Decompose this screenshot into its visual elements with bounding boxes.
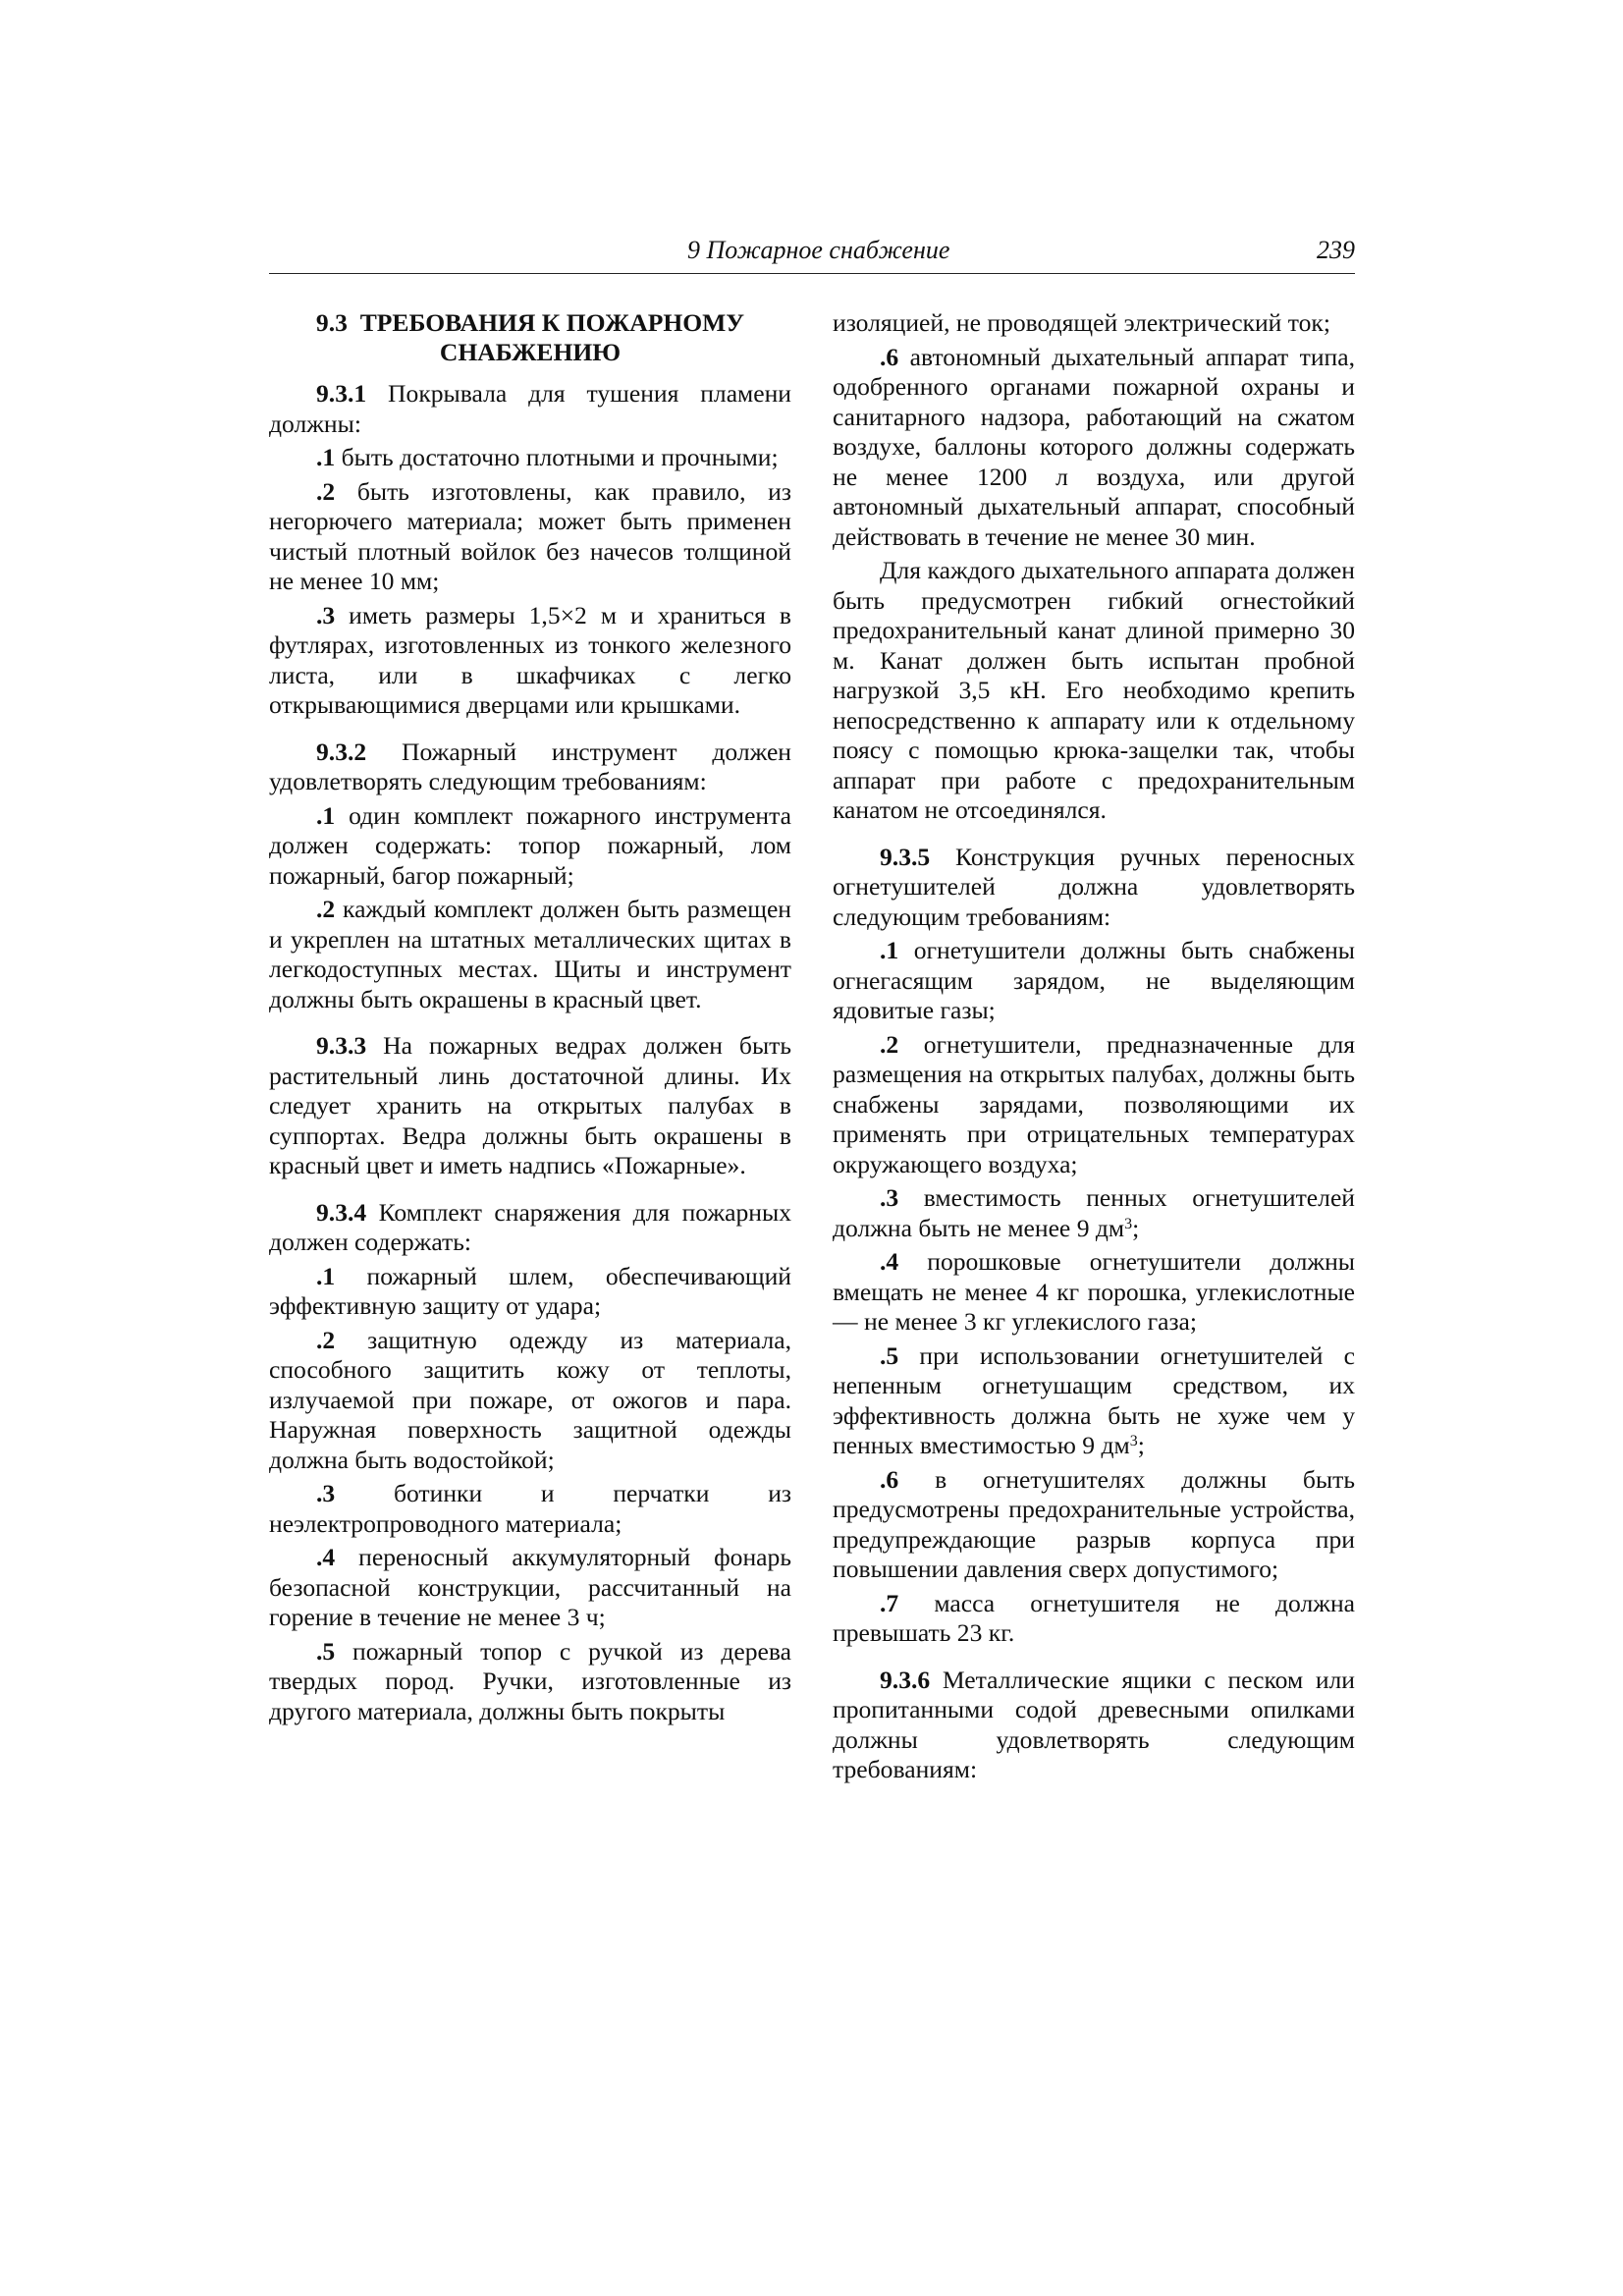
list-item: .2 быть изготовлены, как правило, из негорючего материала; может быть применен чистый плотный войлок без начесов толщиной не менее 10 мм; [269, 476, 791, 595]
left-column [269, 308, 791, 1730]
list-item: .6 в огнетушителях должны быть предусмотрены предохранительные устройства, предупреждающие разрыв корпуса при повышении давления сверх допустимого; [833, 1464, 1355, 1583]
running-header [269, 236, 1355, 274]
right-column [833, 308, 1355, 1789]
list-item: .2 защитную одежду из материала, способного защитить кожу от теплоты, излучаемой при пожаре, от ожогов и пара. Наружная поверхность защитной одежды должна быть водостойкой; [269, 1325, 791, 1474]
chapter-title: 9 Пожарное снабжение [687, 236, 950, 264]
clause-9-3-6: 9.3.6 Металлические ящики с песком или пропитанными содой древесными опилками должны удовлетворять следующим требованиям: [833, 1665, 1355, 1783]
list-item: .6 автономный дыхательный аппарат типа, одобренного органами пожарной охраны и санитарного надзора, работающий на сжатом воздухе, баллоны которого должны содержать не менее 1200 л воздуха, или другой автономный дыхательный аппарат, способный действовать в течение не менее 30 мин. [833, 342, 1355, 551]
list-item: .4 переносный аккумуляторный фонарь безопасной конструкции, рассчитанный на горение в течение не менее 3 ч; [269, 1543, 791, 1631]
list-item: .1 один комплект пожарного инструмента должен содержать: топор пожарный, лом пожарный, багор пожарный; [269, 800, 791, 890]
list-item: .3 ботинки и перчатки из неэлектропроводного материала; [269, 1479, 791, 1538]
section-heading-line2: СНАБЖЕНИЮ [439, 338, 622, 366]
clause-9-3-2: 9.3.2 Пожарный инструмент должен удовлетворять следующим требованиям: [269, 737, 791, 795]
clause-9-3-4: 9.3.4 Комплект снаряжения для пожарных должен содержать: [269, 1197, 791, 1256]
list-item: .3 иметь размеры 1,5×2 м и храниться в футлярах, изготовленных из тонкого железного листа, или в шкафчиках с легко открывающимися дверцами или крышками. [269, 600, 791, 719]
rope-paragraph: Для каждого дыхательного аппарата должен быть предусмотрен гибкий огнестойкий предохранительный канат длиной примерно 30 м. Канат должен быть испытан пробной нагрузкой 3,5 кН. Его необходимо крепить непосредственно к аппарату или к отдельному поясу с помощью крюка-защелки так, чтобы аппарат при работе с предохранительным канатом не отсоединялся. [833, 556, 1355, 824]
list-item: .3 вместимость пенных огнетушителей должна быть не менее 9 $дм^3$; [833, 1183, 1355, 1242]
list-item: .7 масса огнетушителя не должна превышать 23 кг. [833, 1588, 1355, 1647]
list-item: .2 каждый комплект должен быть размещен и укреплен на штатных металлических щитах в легкодоступных местах. Щиты и инструмент должны быть окрашены в красный цвет. [269, 895, 791, 1013]
section-heading-line1: 9.3 ТРЕБОВАНИЯ К ПОЖАРНОМУ [315, 308, 745, 337]
list-item: .2 огнетушители, предназначенные для размещения на открытых палубах, должны быть снабжены зарядами, позволяющими их применять при отрицательных температурах окружающего воздуха; [833, 1029, 1355, 1178]
list-item: .5 при использовании огнетушителей с непенным огнетушащим средством, их эффективность должна быть не хуже чем у пенных вместимостью 9 $дм^3$; [833, 1340, 1355, 1459]
continuation-text: изоляцией, не проводящей электрический ток; [833, 308, 1330, 337]
list-item: .1 пожарный шлем, обеспечивающий эффективную защиту от удара; [269, 1261, 791, 1320]
section-heading [269, 308, 791, 367]
list-item: .4 порошковые огнетушители должны вмещать не менее 4 кг порошка, углекислотные — не менее 3 кг углекислого газа; [833, 1247, 1355, 1336]
clause-9-3-1: 9.3.1 Покрывала для тушения пламени должны: [269, 379, 791, 438]
clause-9-3-3: 9.3.3 На пожарных ведрах должен быть растительный линь достаточной длины. Их следует хранить на открытых палубах в суппортах. Ведра должны быть окрашены в красный цвет и иметь надпись «Пожарные». [269, 1031, 791, 1179]
list-item: .5 пожарный топор с ручкой из дерева твердых пород. Ручки, изготовленные из другого материала, должны быть покрыты [269, 1636, 791, 1725]
list-item: .1 быть достаточно плотными и прочными; [316, 443, 779, 471]
list-item: .1 огнетушители должны быть снабжены огнегасящим зарядом, не выделяющим ядовитые газы; [833, 936, 1355, 1024]
clause-9-3-5: 9.3.5 Конструкция ручных переносных огнетушителей должна удовлетворять следующим требованиям: [833, 842, 1355, 931]
page-number: 239 [1317, 236, 1355, 264]
